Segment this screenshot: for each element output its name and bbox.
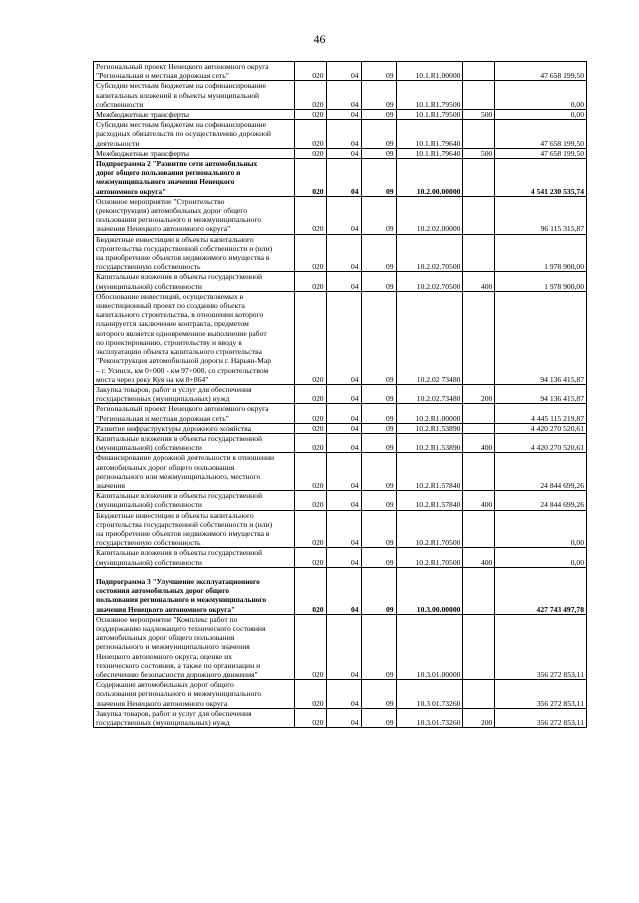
row-name-line: "Региональная и местная дорожная сеть" xyxy=(96,71,229,81)
expense-type-cell xyxy=(463,510,495,548)
table-row xyxy=(94,110,587,120)
row-name-line: значения Ненецкого автономного округа" xyxy=(96,604,236,614)
row-name-line: поддержанию надлежащего технического состояния xyxy=(96,623,266,633)
section-cell: 04 xyxy=(326,81,361,110)
row-name-line: Бюджетные инвестиции в объекты капитального xyxy=(96,510,254,520)
expense-type-cell: 400 xyxy=(463,433,495,452)
expense-type-cell xyxy=(463,567,495,614)
row-name-cell xyxy=(94,510,295,548)
row-name-line: Закупка товаров, работ и услуг для обеспечения xyxy=(96,708,252,718)
section-cell: 04 xyxy=(326,510,361,548)
section-cell: 04 xyxy=(326,680,361,709)
subsection-cell: 09 xyxy=(361,680,396,709)
subsection-cell: 09 xyxy=(361,423,396,433)
expense-type-cell xyxy=(463,404,495,423)
row-name-line: деятельности xyxy=(96,138,140,148)
target-article-cell: 10.2.02.73480 xyxy=(396,384,463,403)
target-article-cell: 10.2.R1.57840 xyxy=(396,491,463,510)
row-name-line: Межбюджетные трансферты xyxy=(96,148,189,158)
subsection-cell: 09 xyxy=(361,491,396,510)
row-name-line: автономного округа" xyxy=(96,186,167,196)
subsection-cell: 09 xyxy=(361,510,396,548)
subsection-cell: 09 xyxy=(361,453,396,491)
row-name-cell xyxy=(94,110,295,120)
amount-cell: 94 136 415,87 xyxy=(495,384,587,403)
amount-cell: 0,00 xyxy=(495,510,587,548)
row-name-line: "Реконструкция автомобильной дороги г. Нарьян-Мар xyxy=(96,356,271,366)
expense-type-cell xyxy=(463,120,495,149)
table-row xyxy=(94,62,587,81)
amount-cell: 4 420 270 520,61 xyxy=(495,423,587,433)
admin-code-cell: 020 xyxy=(294,423,326,433)
section-cell: 04 xyxy=(326,120,361,149)
row-name-line: Региональный проект Ненецкого автономного округа xyxy=(96,62,269,71)
row-name-cell xyxy=(94,491,295,510)
section-cell: 04 xyxy=(326,196,361,234)
row-name-line xyxy=(96,568,292,577)
table-row xyxy=(94,196,587,234)
amount-cell: 356 272 853,11 xyxy=(495,680,587,709)
row-name-line: пользования регионального и межмуниципального xyxy=(96,595,267,605)
row-name-line: на приобретение объектов недвижимого имущества в xyxy=(96,253,270,263)
admin-code-cell: 020 xyxy=(294,159,326,197)
budget-table xyxy=(93,61,587,728)
subsection-cell: 09 xyxy=(361,110,396,120)
row-name-cell xyxy=(94,120,295,149)
amount-cell: 94 136 415,87 xyxy=(495,291,587,384)
row-name-line: строительства государственной собственности и (или) xyxy=(96,519,273,529)
row-name-line: Межбюджетные трансферты xyxy=(96,110,189,120)
admin-code-cell: 020 xyxy=(294,404,326,423)
target-article-cell: 10.2.R1.00000 xyxy=(396,404,463,423)
amount-cell: 1 978 900,00 xyxy=(495,234,587,272)
row-name-line: инвестиционный проект по созданию объекта xyxy=(96,301,245,311)
admin-code-cell: 020 xyxy=(294,491,326,510)
section-cell: 04 xyxy=(326,234,361,272)
amount-cell: 0,00 xyxy=(495,110,587,120)
subsection-cell: 09 xyxy=(361,159,396,197)
row-name-line: Финансирование дорожной деятельности в отношении xyxy=(96,453,275,463)
row-name-line: обеспечению безопасности дорожного движения" xyxy=(96,670,258,679)
row-name-line: (муниципальной) собственности xyxy=(96,500,202,510)
amount-cell: 427 743 497,78 xyxy=(495,567,587,614)
row-name-line: которого является одновременное выполнение работ xyxy=(96,328,267,338)
row-name-cell xyxy=(94,384,295,403)
row-name-line: (муниципальной) собственности xyxy=(96,557,202,567)
admin-code-cell: 020 xyxy=(294,81,326,110)
row-name-line: – г. Усинск, км 0+000 - км 97+000, со строительством xyxy=(96,365,269,375)
expense-type-cell: 200 xyxy=(463,708,495,727)
expense-type-cell xyxy=(463,423,495,433)
section-cell: 04 xyxy=(326,423,361,433)
amount-cell: 356 272 853,11 xyxy=(495,614,587,679)
target-article-cell: 10.2.00.00000 xyxy=(396,159,463,197)
amount-cell: 47 658 199,50 xyxy=(495,62,587,81)
target-article-cell: 10.3.01.73260 xyxy=(396,708,463,727)
row-name-cell xyxy=(94,423,295,433)
subsection-cell: 09 xyxy=(361,120,396,149)
admin-code-cell: 020 xyxy=(294,453,326,491)
expense-type-cell xyxy=(463,62,495,81)
row-name-line: Подпрограмма 2 "Развитие сети автомобильных xyxy=(96,159,258,169)
row-name-line: Капитальные вложения в объекты государственной xyxy=(96,272,263,282)
table-row xyxy=(94,234,587,272)
row-name-cell xyxy=(94,433,295,452)
table-row xyxy=(94,453,587,491)
section-cell: 04 xyxy=(326,491,361,510)
admin-code-cell: 020 xyxy=(294,291,326,384)
row-name-line: состояния автомобильных дорог общего xyxy=(96,586,230,596)
subsection-cell: 09 xyxy=(361,81,396,110)
row-name-line: Капитальные вложения в объекты государственной xyxy=(96,491,263,501)
amount-cell: 24 844 699,26 xyxy=(495,453,587,491)
amount-cell: 47 658 199,50 xyxy=(495,148,587,158)
row-name-line: планируется заключение контракта, предметом xyxy=(96,319,249,329)
expense-type-cell: 500 xyxy=(463,148,495,158)
row-name-cell xyxy=(94,234,295,272)
expense-type-cell xyxy=(463,291,495,384)
row-name-line: Субсидии местным бюджетам на софинансирование xyxy=(96,120,267,130)
row-name-line: по проектированию, строительству и вводу в xyxy=(96,337,242,347)
subsection-cell: 09 xyxy=(361,62,396,81)
expense-type-cell xyxy=(463,614,495,679)
row-name-line: Содержание автомобильных дорог общего xyxy=(96,680,234,690)
row-name-line: моста через реку Куя на км 8+864" xyxy=(96,374,209,384)
section-cell: 04 xyxy=(326,404,361,423)
row-name-line: государственную собственность xyxy=(96,538,201,548)
amount-cell: 47 658 199,50 xyxy=(495,120,587,149)
row-name-cell xyxy=(94,404,295,423)
table-row xyxy=(94,567,587,614)
row-name-line: регионального и межмуниципального значения xyxy=(96,642,250,652)
row-name-line: государственных (муниципальных) нужд xyxy=(96,394,230,404)
admin-code-cell: 020 xyxy=(294,680,326,709)
admin-code-cell: 020 xyxy=(294,567,326,614)
subsection-cell: 09 xyxy=(361,404,396,423)
section-cell: 04 xyxy=(326,614,361,679)
admin-code-cell: 020 xyxy=(294,234,326,272)
admin-code-cell: 020 xyxy=(294,433,326,452)
target-article-cell: 10.2.02.70500 xyxy=(396,234,463,272)
admin-code-cell: 020 xyxy=(294,272,326,291)
admin-code-cell: 020 xyxy=(294,548,326,567)
amount-cell: 4 420 270 520,61 xyxy=(495,433,587,452)
table-row xyxy=(94,614,587,679)
row-name-line: (муниципальной) собственности xyxy=(96,281,202,291)
page-number: 46 xyxy=(313,32,326,46)
row-name-line: государственную собственность xyxy=(96,262,201,272)
row-name-line: Закупка товаров, работ и услуг для обеспечения xyxy=(96,384,252,394)
row-name-line: регионального или межмуниципального, местного xyxy=(96,471,261,481)
table-row xyxy=(94,510,587,548)
section-cell: 04 xyxy=(326,708,361,727)
target-article-cell: 10.2.R1.53890 xyxy=(396,423,463,433)
row-name-cell xyxy=(94,272,295,291)
row-name-line: автомобильных дорог общего пользования xyxy=(96,462,235,472)
admin-code-cell: 020 xyxy=(294,708,326,727)
target-article-cell: 10.2.02.70500 xyxy=(396,272,463,291)
row-name-line: капитального строительства, в отношении которого xyxy=(96,310,264,320)
budget-table-body xyxy=(94,62,587,728)
subsection-cell: 09 xyxy=(361,148,396,158)
row-name-line: Развитие инфраструктуры дорожного хозяйства xyxy=(96,423,251,433)
row-name-line: Основное мероприятие "Строительство xyxy=(96,196,225,206)
amount-cell: 4 445 115 219,87 xyxy=(495,404,587,423)
row-name-line: значения Ненецкого автономного округа xyxy=(96,698,228,708)
row-name-line: автомобильных дорог общего пользования xyxy=(96,633,235,643)
target-article-cell: 10.3.00.00000 xyxy=(396,567,463,614)
section-cell: 04 xyxy=(326,159,361,197)
row-name-cell xyxy=(94,62,295,81)
admin-code-cell: 020 xyxy=(294,510,326,548)
row-name-line: (муниципальной) собственности xyxy=(96,443,202,453)
table-row xyxy=(94,491,587,510)
row-name-cell xyxy=(94,148,295,158)
table-row xyxy=(94,291,587,384)
subsection-cell: 09 xyxy=(361,433,396,452)
row-name-line: строительства государственной собственности и (или) xyxy=(96,243,273,253)
admin-code-cell: 020 xyxy=(294,62,326,81)
row-name-cell xyxy=(94,196,295,234)
section-cell: 04 xyxy=(326,433,361,452)
expense-type-cell xyxy=(463,196,495,234)
expense-type-cell: 200 xyxy=(463,384,495,403)
table-row xyxy=(94,272,587,291)
row-name-line: Основное мероприятие "Комплекс работ по xyxy=(96,614,238,624)
target-article-cell: 10.2.R1.53890 xyxy=(396,433,463,452)
table-row xyxy=(94,81,587,110)
section-cell: 04 xyxy=(326,291,361,384)
row-name-line: государственных (муниципальных) нужд xyxy=(96,718,230,728)
row-name-line: Обоснование инвестиций, осуществляемых в xyxy=(96,291,244,301)
table-row xyxy=(94,433,587,452)
section-cell: 04 xyxy=(326,110,361,120)
table-row xyxy=(94,680,587,709)
admin-code-cell: 020 xyxy=(294,148,326,158)
subsection-cell: 09 xyxy=(361,548,396,567)
row-name-cell xyxy=(94,567,295,614)
row-name-line: значения Ненецкого автономного округа" xyxy=(96,224,231,234)
row-name-line: капитальных вложений в объекты муниципальной xyxy=(96,90,260,100)
admin-code-cell: 020 xyxy=(294,384,326,403)
admin-code-cell: 020 xyxy=(294,110,326,120)
row-name-line: Региональный проект Ненецкого автономного округа xyxy=(96,404,269,414)
amount-cell: 96 115 315,87 xyxy=(495,196,587,234)
target-article-cell: 10.2.R1.70500 xyxy=(396,548,463,567)
target-article-cell: 10.1.R1.79500 xyxy=(396,110,463,120)
section-cell: 04 xyxy=(326,148,361,158)
subsection-cell: 09 xyxy=(361,291,396,384)
expense-type-cell xyxy=(463,680,495,709)
row-name-cell xyxy=(94,680,295,709)
table-row xyxy=(94,148,587,158)
table-row xyxy=(94,404,587,423)
expense-type-cell: 400 xyxy=(463,491,495,510)
expense-type-cell: 400 xyxy=(463,548,495,567)
target-article-cell: 10.3 01.73260 xyxy=(396,680,463,709)
amount-cell: 1 978 900,00 xyxy=(495,272,587,291)
section-cell: 04 xyxy=(326,567,361,614)
target-article-cell: 10.1.R1.79500 xyxy=(396,81,463,110)
section-cell: 04 xyxy=(326,453,361,491)
row-name-cell xyxy=(94,614,295,679)
section-cell: 04 xyxy=(326,384,361,403)
row-name-line: на приобретение объектов недвижимого имущества в xyxy=(96,528,270,538)
target-article-cell: 10.2.02 73480 xyxy=(396,291,463,384)
row-name-line: Субсидии местным бюджетам на софинансирование xyxy=(96,81,267,91)
row-name-line: Ненецкого автономного округа, оценке их xyxy=(96,651,233,661)
row-name-cell xyxy=(94,708,295,727)
subsection-cell: 09 xyxy=(361,272,396,291)
expense-type-cell: 400 xyxy=(463,272,495,291)
subsection-cell: 09 xyxy=(361,708,396,727)
row-name-cell xyxy=(94,81,295,110)
row-name-cell xyxy=(94,548,295,567)
expense-type-cell xyxy=(463,81,495,110)
row-name-line: Капитальные вложения в объекты государственной xyxy=(96,433,263,443)
target-article-cell: 10.3.01.00000 xyxy=(396,614,463,679)
target-article-cell: 10.1.R1.00000 xyxy=(396,62,463,81)
subsection-cell: 09 xyxy=(361,196,396,234)
admin-code-cell: 020 xyxy=(294,196,326,234)
section-cell: 04 xyxy=(326,548,361,567)
row-name-line: пользования регионального и межмуниципального xyxy=(96,215,262,225)
row-name-cell xyxy=(94,159,295,197)
row-name-cell xyxy=(94,291,295,384)
amount-cell: 24 844 699,26 xyxy=(495,491,587,510)
amount-cell: 356 272 853,11 xyxy=(495,708,587,727)
table-row xyxy=(94,423,587,433)
target-article-cell: 10.2.02.00000 xyxy=(396,196,463,234)
table-row xyxy=(94,708,587,727)
amount-cell: 4 541 230 535,74 xyxy=(495,159,587,197)
target-article-cell: 10.2.R1.57840 xyxy=(396,453,463,491)
target-article-cell: 10.1.R1.79640 xyxy=(396,148,463,158)
subsection-cell: 09 xyxy=(361,614,396,679)
table-row xyxy=(94,159,587,197)
row-name-line: межмуниципального значения Ненецкого xyxy=(96,177,235,187)
target-article-cell: 10.2.R1.70500 xyxy=(396,510,463,548)
row-name-line: "Региональная и местная дорожная сеть" xyxy=(96,413,229,423)
expense-type-cell: 500 xyxy=(463,110,495,120)
section-cell: 04 xyxy=(326,272,361,291)
expense-type-cell xyxy=(463,453,495,491)
subsection-cell: 09 xyxy=(361,567,396,614)
row-name-line: собственности xyxy=(96,99,144,109)
row-name-line: эксплуатацию объекта капитального строительства xyxy=(96,347,262,357)
table-row xyxy=(94,120,587,149)
row-name-line: технического состояния, а также по организации и xyxy=(96,660,261,670)
subsection-cell: 09 xyxy=(361,234,396,272)
amount-cell: 0,00 xyxy=(495,81,587,110)
admin-code-cell: 020 xyxy=(294,614,326,679)
table-row xyxy=(94,548,587,567)
section-cell: 04 xyxy=(326,62,361,81)
row-name-line: Капитальные вложения в объекты государственной xyxy=(96,548,263,558)
row-name-line: Подпрограмма 3 "Улучшение эксплуатационного xyxy=(96,576,260,586)
row-name-line: Бюджетные инвестиции в объекты капитального xyxy=(96,234,254,244)
admin-code-cell: 020 xyxy=(294,120,326,149)
amount-cell: 0,00 xyxy=(495,548,587,567)
table-row xyxy=(94,384,587,403)
row-name-cell xyxy=(94,453,295,491)
expense-type-cell xyxy=(463,159,495,197)
row-name-line: (реконструкция) автомобильных дорог общего xyxy=(96,206,248,216)
row-name-line: расходных обязательств по осуществлению дорожной xyxy=(96,129,271,139)
subsection-cell: 09 xyxy=(361,384,396,403)
expense-type-cell xyxy=(463,234,495,272)
row-name-line: дорог общего пользования регионального и xyxy=(96,168,241,178)
target-article-cell: 10.1.R1.79640 xyxy=(396,120,463,149)
row-name-line: пользования регионального и межмуниципального xyxy=(96,689,262,699)
row-name-line: значения xyxy=(96,480,125,490)
